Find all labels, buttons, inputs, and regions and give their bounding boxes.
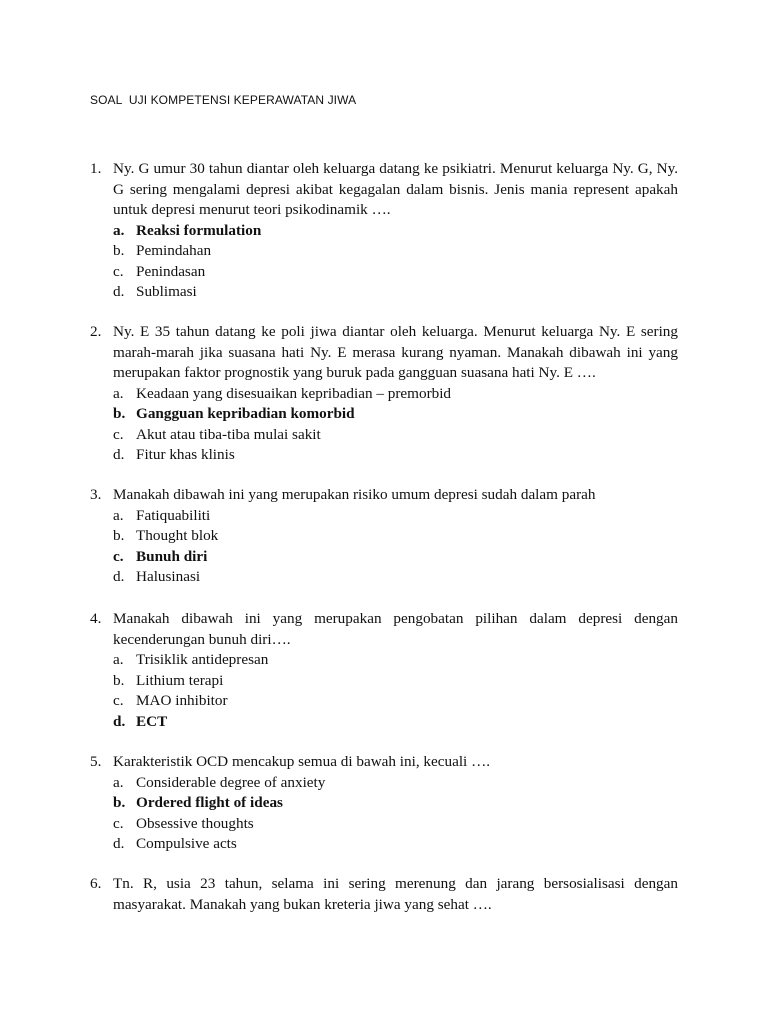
option-letter: d.: [113, 835, 125, 852]
option-b: [113, 241, 678, 262]
option-list: [90, 384, 678, 466]
question-text: Tn. R, usia 23 tahun, selama ini sering merenung dan jarang bersosialisasi dengan masyarakat. Manakah yang bukan kreteria jiwa yang sehat ….: [113, 875, 678, 913]
option-text: Considerable degree of anxiety: [136, 773, 326, 791]
option-text: Reaksi formulation: [136, 221, 262, 239]
option-a: [113, 506, 678, 527]
question-text: Karakteristik OCD mencakup semua di bawah ini, kecuali ….: [113, 753, 491, 770]
option-letter: b.: [113, 242, 125, 259]
question-2: [90, 322, 678, 466]
option-letter: a.: [113, 384, 124, 402]
option-list: [90, 221, 678, 303]
option-list: [90, 506, 678, 588]
option-text: Trisiklik antidepresan: [136, 651, 269, 668]
option-b: [113, 404, 678, 425]
option-c: [113, 814, 678, 835]
option-list: [90, 650, 678, 732]
option-c: [113, 547, 678, 568]
option-a: [113, 650, 678, 671]
option-letter: c.: [113, 692, 124, 709]
question-6: [90, 874, 678, 915]
option-letter: c.: [113, 547, 124, 565]
option-letter: c.: [113, 262, 124, 280]
question-3: [90, 485, 678, 588]
option-b: [113, 793, 678, 814]
option-text: Fatiquabiliti: [136, 506, 211, 524]
document-title: SOAL UJI KOMPETENSI KEPERAWATAN JIWA: [90, 93, 357, 107]
option-d: [113, 282, 678, 303]
option-letter: b.: [113, 527, 125, 544]
question-number: 2.: [90, 323, 102, 340]
question-1: [90, 159, 678, 303]
option-letter: a.: [113, 651, 124, 668]
question-number: 3.: [90, 486, 102, 503]
option-text: Compulsive acts: [136, 835, 237, 852]
option-letter: a.: [113, 221, 125, 239]
option-letter: a.: [113, 506, 124, 524]
option-text: Obsessive thoughts: [136, 814, 254, 832]
question-number: 4.: [90, 610, 102, 627]
option-text: Halusinasi: [136, 568, 201, 585]
option-text: Lithium terapi: [136, 671, 224, 689]
option-letter: b.: [113, 405, 126, 422]
option-a: [113, 221, 678, 242]
option-d: [113, 834, 678, 855]
question-text: Ny. G umur 30 tahun diantar oleh keluarga datang ke psikiatri. Menurut keluarga Ny. G, Ny. G sering mengalami depresi akibat kegagalan dalam bisnis. Jenis mania represent apakah untuk depresi menurut teori psikodinamik ….: [113, 160, 678, 218]
option-b: [113, 671, 678, 692]
option-d: [113, 567, 678, 588]
option-text: Thought blok: [136, 527, 219, 544]
option-letter: a.: [113, 773, 124, 791]
option-d: [113, 712, 678, 733]
question-text: Manakah dibawah ini yang merupakan pengobatan pilihan dalam depresi dengan kecenderungan bunuh diri….: [113, 610, 678, 648]
option-letter: d.: [113, 446, 125, 463]
option-text: MAO inhibitor: [136, 692, 228, 709]
option-text: ECT: [136, 712, 168, 730]
question-5: [90, 752, 678, 855]
option-a: [113, 384, 678, 405]
option-letter: d.: [113, 568, 125, 585]
option-c: [113, 691, 678, 712]
question-number: 5.: [90, 753, 102, 770]
option-text: Sublimasi: [136, 283, 197, 300]
option-letter: b.: [113, 671, 125, 689]
option-letter: b.: [113, 794, 126, 811]
option-letter: c.: [113, 425, 124, 443]
option-text: Gangguan kepribadian komorbid: [136, 405, 355, 422]
option-text: Ordered flight of ideas: [136, 794, 283, 811]
option-text: Bunuh diri: [136, 547, 208, 565]
question-4: [90, 609, 678, 732]
option-text: Fitur khas klinis: [136, 446, 235, 463]
option-d: [113, 445, 678, 466]
option-b: [113, 526, 678, 547]
option-text: Akut atau tiba-tiba mulai sakit: [136, 425, 321, 443]
option-letter: d.: [113, 712, 126, 730]
option-a: [113, 773, 678, 794]
question-text: Ny. E 35 tahun datang ke poli jiwa diantar oleh keluarga. Menurut keluarga Ny. E sering marah-marah jika suasana hati Ny. E merasa kurang nyaman. Manakah dibawah ini yang merupakan faktor prognostik yang buruk pada gangguan suasana hati Ny. E ….: [113, 323, 678, 381]
question-text: Manakah dibawah ini yang merupakan risiko umum depresi sudah dalam parah: [113, 486, 596, 503]
question-number: 1.: [90, 160, 102, 177]
question-number: 6.: [90, 875, 102, 892]
option-text: Pemindahan: [136, 242, 212, 259]
option-text: Penindasan: [136, 262, 206, 280]
option-c: [113, 425, 678, 446]
option-letter: d.: [113, 283, 125, 300]
option-text: Keadaan yang disesuaikan kepribadian – premorbid: [136, 384, 452, 402]
option-list: [90, 773, 678, 855]
option-c: [113, 262, 678, 283]
option-letter: c.: [113, 814, 124, 832]
